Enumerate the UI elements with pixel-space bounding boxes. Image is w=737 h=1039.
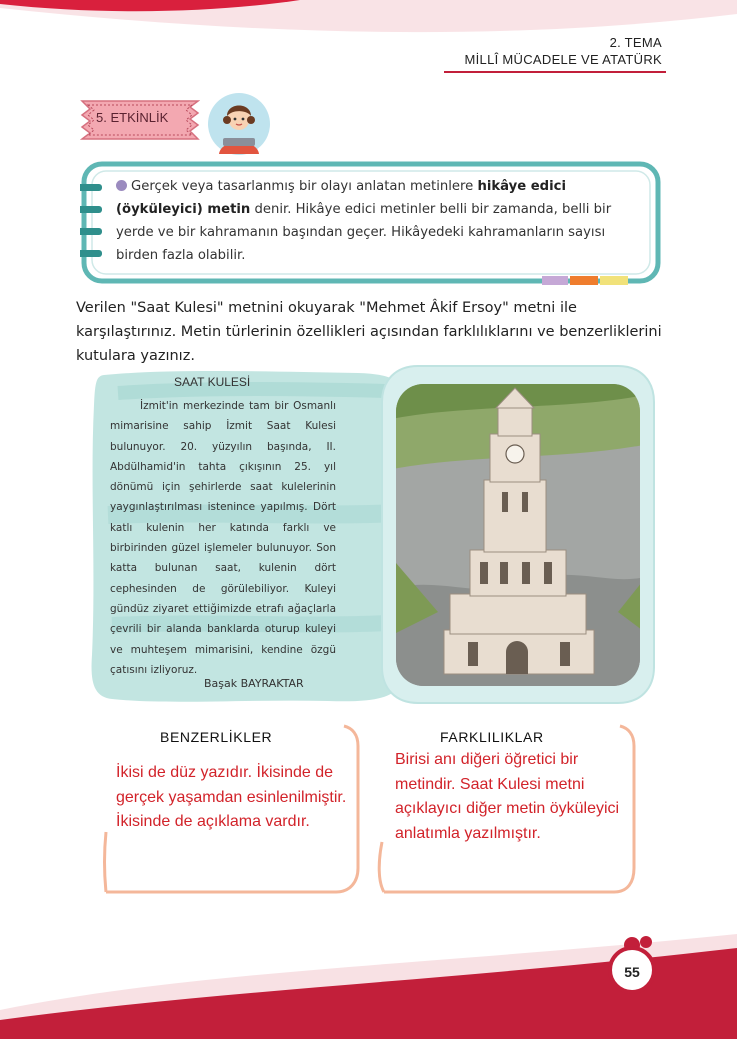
similarities-heading: BENZERLİKLER xyxy=(160,729,273,745)
theme-number: 2. TEMA xyxy=(609,35,662,50)
definition-text-part-2: denir. Hikâye edici metinler belli bir zamanda, belli bir yerde ve bir kahramanın başından geçer. Hikâyedeki kahramanların sayısı birden fazla olabilir. xyxy=(116,202,612,263)
definition-term: hikâye edici (öyküleyici) metin xyxy=(116,179,566,217)
student-girl-icon xyxy=(207,92,271,156)
definition-text-part-1: Gerçek veya tasarlanmış bir olayı anlatan metinlere xyxy=(131,179,478,194)
theme-header xyxy=(465,34,663,68)
passage-title: SAAT KULESİ xyxy=(174,375,251,389)
clock-tower-photo xyxy=(378,362,658,707)
bullet-dot-icon xyxy=(116,180,127,191)
similarities-answer: İkisi de düz yazıdır. İkisinde de gerçek yaşamdan esinlenilmiştir. İkisinde de açıklama vardır. xyxy=(116,764,347,830)
activity-label: 5. ETKİNLİK xyxy=(96,110,169,125)
theme-underline xyxy=(444,71,666,73)
instruction-text: Verilen "Saat Kulesi" metnini okuyarak "Mehmet Âkif Ersoy" metni ile karşılaştırınız. Metin türlerinin özellikleri açısından farklılıklarını ve benzerliklerini kutulara yazınız. xyxy=(76,300,662,364)
theme-title: MİLLÎ MÜCADELE VE ATATÜRK xyxy=(464,52,662,67)
passage-author: Başak BAYRAKTAR xyxy=(204,677,304,690)
differences-answer: Birisi anı diğeri öğretici bir metindir. Saat Kulesi metni açıklayıcı diğer metin öyküleyici anlatımla yazılmıştır. xyxy=(395,751,620,842)
differences-heading: FARKLILIKLAR xyxy=(440,729,544,745)
definition-text xyxy=(116,175,644,267)
page-number: 55 xyxy=(624,964,640,980)
passage-body: İzmit'in merkezinde tam bir Osmanlı mimarisine sahip İzmit Saat Kulesi bulunuyor. 20. yüzyılın başında, II. Abdülhamid'in tahta çıkışının 25. yıl dönümü için şehirlerde saat kulelerinin yaygınlaştırılması istenince yapılmış. Dört katlı kulenin her katında farklı ve birbirinden güzel işlemeler bulunuyor. Son katta bulunan saat, kulenin dört cephesinden de görülebiliyor. Kuleyi gündüz ziyaret ettiğimizde etrafı ağaçlarla çevrili bir alanda banklarda oturup kuleyi ve muhteşem mimarisini, kendine özgü çatısını izliyoruz. xyxy=(110,400,336,676)
